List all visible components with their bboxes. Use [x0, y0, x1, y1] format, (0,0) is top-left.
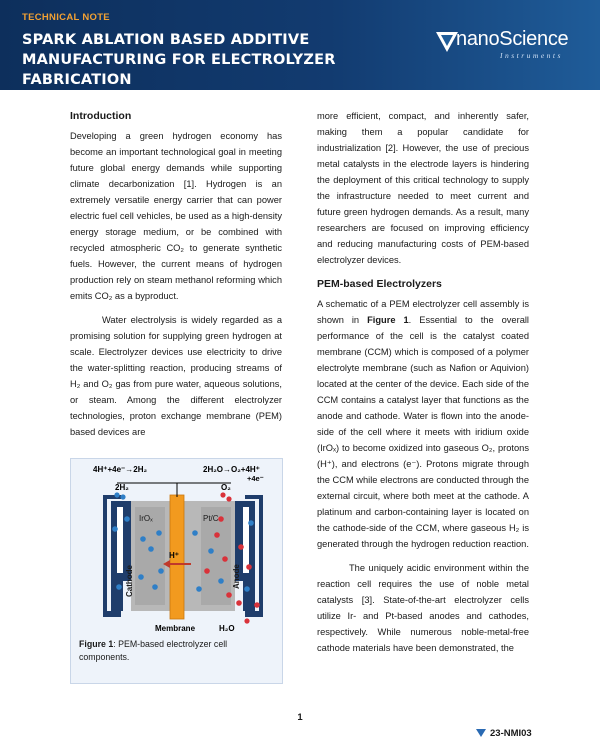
intro-paragraph-2: Water electrolysis is widely regarded as a promising solution for supplying green hydrogen at scale. Electrolyzer devices use electricity to drive the water-splitting reaction, producing streams of H₂ and O₂ gas from pure water, aqueous solutions, or steam. Among the different electrolyzer technologies, proton exchange membrane (PEM) based devices are	[70, 315, 282, 437]
svg-text:Cathode	[125, 564, 134, 597]
svg-text:H₂O	[219, 624, 235, 633]
figure-1	[70, 458, 283, 684]
company-logo	[430, 26, 590, 66]
membrane-label: Membrane	[155, 624, 196, 633]
figure-caption-label: Figure 1	[79, 639, 114, 649]
svg-text:O₂	[221, 483, 231, 492]
svg-text:Membrane	[155, 624, 196, 633]
proton-label: H⁺	[169, 551, 179, 560]
pem-paragraph-1-rest: . Essential to the overall performance of the cell is the catalyst coated membrane (CCM) which is composed of a polymer electrolyte membrane (such as Nafion or Aquivion) located at the center of the device. Each side of the CCM contains a catalyst layer that functions as the anode and cathode. Water is flown into the anode-side of the cell where it meets with iridium oxide (IrOₓ) to become oxidized into gaseous O₂, protons (H⁺), and electrons (e⁻). Protons migrate through the CCM while electrons are conducted through the external circuit, where both meet at the cathode. A platinum and carbon-containing layer is located on the cathode-side of the CCM, where gaseous H₂ is generated through the hydrogen reduction reaction.	[317, 315, 529, 549]
pem-electrolyzers-heading: PEM-based Electrolyzers	[317, 278, 442, 290]
figure-caption-text: : PEM-based electrolyzer cell components.	[79, 639, 228, 662]
svg-text:4H⁺+4e⁻→2H₂	[93, 465, 147, 474]
left-column	[70, 108, 282, 440]
header-banner	[0, 0, 600, 90]
triangle-icon	[476, 729, 486, 737]
logo-chevron-icon	[436, 32, 458, 52]
irox-label: IrOₓ	[139, 514, 153, 523]
document-type-label: TECHNICAL NOTE	[22, 12, 110, 23]
figure-caption	[79, 638, 277, 664]
svg-text:2H₂O→O₂+4H⁺	[203, 465, 260, 474]
h2-output-label: 2H₂	[115, 483, 129, 492]
svg-text:IrOₓ	[139, 514, 153, 523]
document-id	[476, 728, 532, 739]
page-title: SPARK ABLATION BASED ADDITIVE MANUFACTURING FOR ELECTROLYZER FABRICATION	[22, 32, 336, 88]
water-input-label: H₂O	[219, 624, 235, 633]
anode-equation: 2H₂O→O₂+4H⁺	[203, 465, 260, 474]
svg-text:Pt/C	[203, 514, 219, 523]
continued-paragraph: more efficient, compact, and inherently safer, making them a popular candidate for industrialization [2]. However, the use of precious metal catalysts in the electrode layers is hindering the deployment of this critical technology to supply the infrastructure needed to meet current and future green hydrogen demands. As a result, many researchers are focused on improving efficiency and reducing manufacturing costs of PEM-based electrolyzer devices.	[317, 111, 529, 265]
cathode-label: Cathode	[125, 565, 134, 597]
svg-text:Anode	[232, 564, 241, 589]
pem-paragraph-1	[317, 296, 529, 552]
electrolyzer-diagram	[71, 459, 284, 637]
svg-text:+4e⁻	[247, 474, 264, 483]
logo-brand-text: nanoScience	[456, 28, 569, 50]
svg-text:2H₂	[115, 483, 129, 492]
pem-paragraph-2: The uniquely acidic environment within the reaction cell requires the use of noble metal catalysts [3]. State-of-the-art electrolyzer cells utilize Ir- and Pt-based anodes and cathodes, respectively. While numerous noble-metal-free cathode materials have been demonstrated, the	[317, 563, 529, 653]
o2-output-label: O₂	[221, 483, 231, 492]
logo-sub-text: Instruments	[500, 51, 563, 60]
svg-text:H⁺	[169, 551, 179, 560]
introduction-heading: Introduction	[70, 110, 132, 122]
document-id-text: 23-NMI03	[490, 728, 532, 739]
figure-reference: Figure 1	[367, 315, 409, 325]
ptc-label: Pt/C	[203, 514, 219, 523]
right-column	[317, 108, 529, 656]
intro-paragraph-1: Developing a green hydrogen economy has become an important technological goal in meeting future global energy demands while supporting climate decarbonization [1]. Hydrogen is an extremely versatile energy carrier that can power electric fuel cell vehicles, be used as a high-density energy storage medium, or be combined with recycled atmospheric CO₂ to generate synthetic fuels. However, the current means of hydrogen production rely on steam methanol reforming which emits CO₂ as a byproduct.	[70, 131, 282, 301]
pem-paragraph-1-start: A schematic of a PEM electrolyzer cell assembly is shown in	[317, 299, 529, 325]
anode-equation-electrons: +4e⁻	[247, 474, 264, 483]
cathode-equation: 4H⁺+4e⁻→2H₂	[93, 465, 148, 474]
anode-label: Anode	[232, 564, 241, 589]
page-number: 1	[297, 712, 303, 723]
